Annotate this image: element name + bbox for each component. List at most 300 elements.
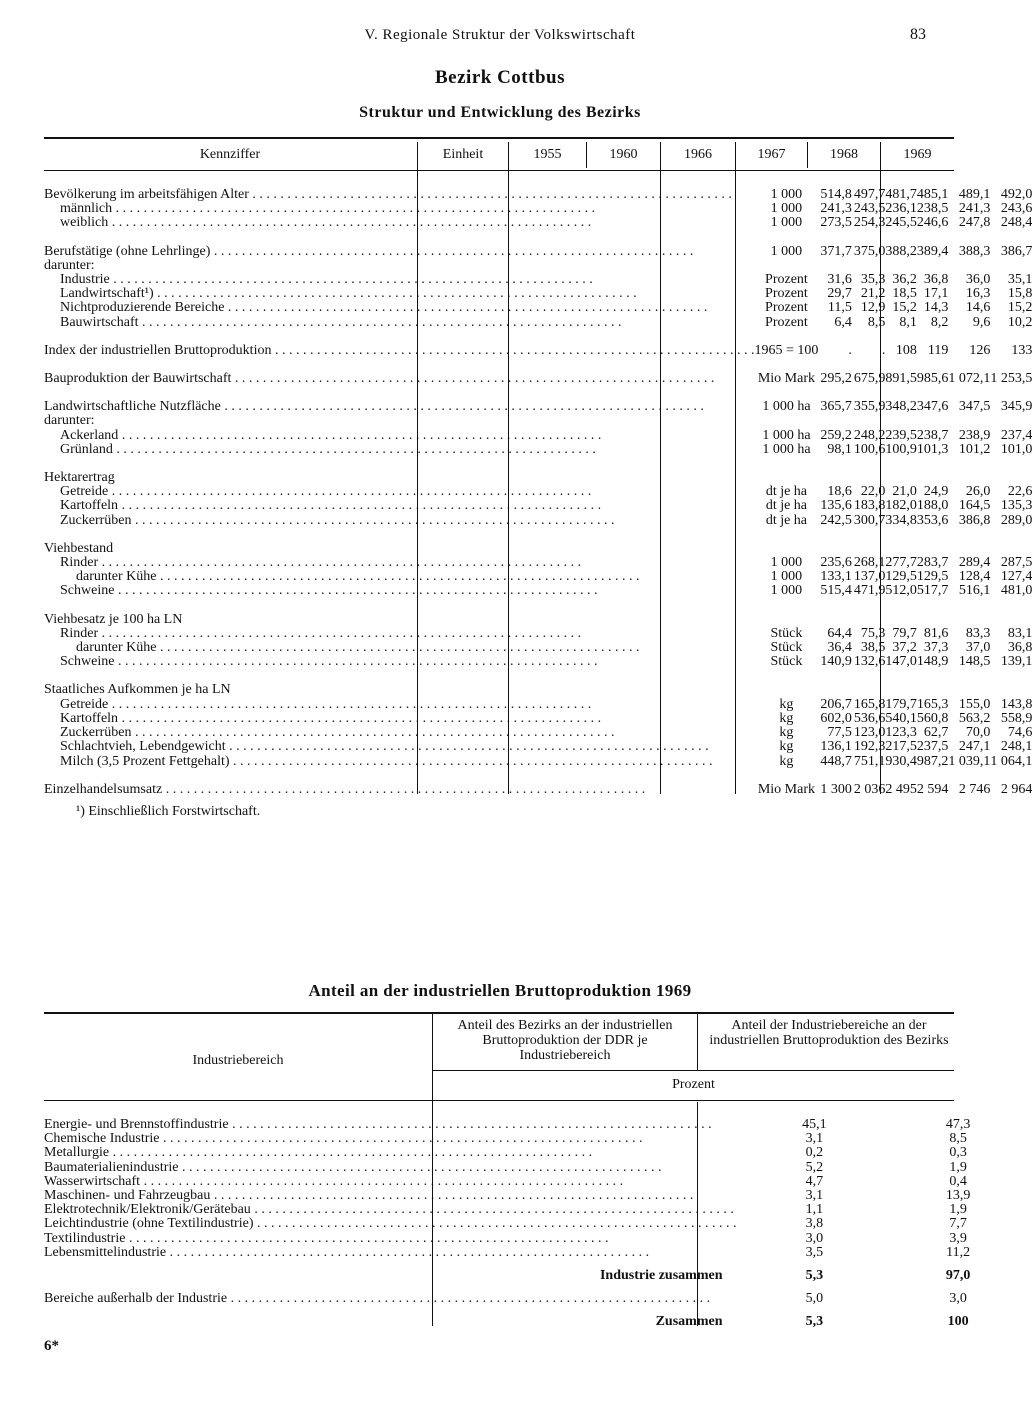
value-cell: 2 495 [885, 781, 917, 797]
value-cell [852, 613, 886, 627]
unit-cell: Mio Mark [757, 781, 815, 797]
table-row [44, 755, 1032, 769]
value-cell: 15,2 [892, 300, 917, 316]
share-of-gdr-cell: 5,0 [805, 1291, 824, 1307]
value-cell: 100,6 [853, 441, 886, 457]
row-label-text: männlich . . . [60, 202, 754, 216]
row-label-text: Textilindustrie . . . [44, 1232, 737, 1246]
col-header-1967: 1967 [757, 147, 786, 162]
value-cell [917, 259, 949, 273]
table-row [44, 400, 1032, 414]
row-spacer [44, 330, 1032, 344]
value-cell: 236,1 [885, 201, 917, 217]
row-label [44, 287, 754, 301]
value-cell: 148,9 [916, 654, 949, 670]
value-cell [818, 683, 852, 697]
row-label [44, 1118, 737, 1132]
unit-cell: dt je ha [765, 498, 808, 514]
row-label-text: Bauwirtschaft . . . [60, 316, 754, 330]
value-cell: 206,7 [820, 696, 852, 712]
value-cell [818, 471, 852, 485]
value-cell: 295,2 [820, 371, 852, 387]
row-label-text: weiblich . . . [60, 216, 754, 230]
value-cell: 241,3 [958, 201, 991, 217]
row-spacer [44, 769, 1032, 783]
value-cell: 259,2 [820, 427, 852, 443]
value-cell: 388,2 [885, 243, 917, 259]
row-spacer [44, 1306, 1024, 1315]
row-label-text: Schweine . . . [60, 655, 754, 669]
value-cell: 2 746 [958, 781, 991, 797]
value-cell [818, 542, 852, 556]
value-cell: 123,3 [885, 725, 917, 741]
row-label [44, 514, 754, 528]
table-row [44, 712, 1032, 726]
value-cell: 386,8 [958, 512, 991, 528]
value-cell: 36,4 [827, 640, 852, 656]
unit-cell: 1 000 [770, 569, 803, 585]
unit-cell: kg [779, 753, 794, 769]
row-label [44, 655, 754, 669]
row-label-text: Rinder . . . [60, 556, 754, 570]
table-row [44, 471, 1032, 485]
table-row [44, 316, 1032, 330]
value-cell [885, 471, 917, 485]
value-cell [990, 613, 1032, 627]
col-header-1966: 1966 [684, 147, 712, 162]
value-cell: 35,3 [860, 272, 886, 288]
table-row [44, 1246, 1024, 1260]
row-spacer [44, 669, 1032, 683]
share-of-gdr-cell: 3,1 [805, 1131, 824, 1147]
value-cell: 536,6 [853, 710, 886, 726]
value-cell: 237,4 [1000, 427, 1032, 443]
value-cell: 238,7 [916, 427, 949, 443]
table-row [44, 372, 1032, 386]
value-cell: 37,3 [923, 640, 949, 656]
value-cell: 12,9 [860, 300, 886, 316]
row-label-text: Ackerland . . . [60, 429, 754, 443]
table-row [44, 259, 1032, 273]
row-label [44, 485, 754, 499]
value-cell [852, 683, 886, 697]
col-header-1960: 1960 [609, 147, 638, 162]
value-cell: 287,5 [1000, 555, 1032, 571]
value-cell: 192,3 [853, 739, 886, 755]
share-of-district-cell: 97,0 [945, 1268, 971, 1284]
value-cell: 514,8 [820, 187, 852, 202]
row-label-text: Kartoffeln . . . [60, 712, 754, 726]
value-cell: 37,0 [965, 640, 991, 656]
row-label [44, 344, 754, 358]
value-cell [818, 414, 852, 428]
row-label-text: Zuckerrüben . . . [60, 726, 754, 740]
value-cell [948, 414, 990, 428]
row-label [44, 1203, 737, 1217]
value-cell: 448,7 [820, 753, 852, 769]
unit-cell: Prozent [765, 300, 808, 316]
value-cell: 148,5 [958, 654, 991, 670]
row-label [44, 627, 754, 641]
value-cell: 140,9 [820, 654, 852, 670]
table-row [44, 245, 1032, 259]
row-label-text: Einzelhandelsumsatz . . . [44, 783, 754, 797]
table-row [44, 344, 1032, 358]
value-cell: 489,1 [958, 187, 991, 202]
value-cell [885, 683, 917, 697]
unit-cell: 1965 = 100 [754, 342, 819, 358]
value-cell: 481,0 [1000, 583, 1032, 599]
value-cell: 15,8 [1007, 286, 1032, 302]
value-cell: 481,7 [885, 187, 917, 202]
row-label [44, 259, 754, 273]
value-cell: 515,4 [820, 583, 852, 599]
row-label [44, 1132, 737, 1146]
unit-cell: dt je ha [765, 484, 808, 500]
value-cell [948, 259, 990, 273]
value-cell: 75,3 [860, 625, 886, 641]
value-cell: 1 072,1 [948, 371, 991, 387]
value-cell: 36,8 [923, 272, 949, 288]
value-cell: 248,1 [1000, 739, 1032, 755]
industry-share-table [44, 1118, 1024, 1330]
row-label-text: Staatliches Aufkommen je ha LN [44, 682, 231, 698]
row-label-text: Zusammen [655, 1314, 723, 1330]
unit-cell: 1 000 [770, 201, 803, 217]
unit-cell: kg [779, 739, 794, 755]
value-cell [990, 414, 1032, 428]
value-cell [818, 259, 852, 273]
value-cell: 8,2 [930, 314, 949, 330]
value-cell [990, 683, 1032, 697]
table-row [44, 1146, 1024, 1160]
unit-cell: kg [779, 696, 794, 712]
value-cell: . [881, 342, 886, 358]
table-row [44, 216, 1032, 230]
row-label [44, 429, 754, 443]
value-cell: 37,2 [892, 640, 917, 656]
value-cell: 21,2 [860, 286, 886, 302]
unit-cell: 1 000 [770, 555, 803, 571]
value-cell: 217,5 [885, 739, 917, 755]
table-row [44, 514, 1032, 528]
value-cell: 22,0 [860, 484, 886, 500]
table-row [44, 273, 1032, 287]
value-cell [990, 471, 1032, 485]
value-cell: 165,3 [916, 696, 949, 712]
table-row [44, 1175, 1024, 1189]
unit-cell [754, 471, 818, 485]
row-label [44, 726, 754, 740]
table2-title: Anteil an der industriellen Bruttoproduktion 1969 [308, 981, 692, 1000]
value-cell: 540,1 [885, 710, 917, 726]
row-label [44, 414, 754, 428]
value-cell: 485,1 [916, 187, 949, 202]
value-cell: 77,5 [827, 725, 852, 741]
value-cell: 347,5 [958, 399, 991, 415]
unit-cell: 1 000 [770, 583, 803, 599]
value-cell: 242,5 [820, 512, 852, 528]
value-cell: 14,6 [965, 300, 991, 316]
table-row [44, 740, 1032, 754]
value-cell: 371,7 [820, 243, 852, 259]
value-cell: 347,6 [916, 399, 949, 415]
share-of-gdr-cell: 5,2 [805, 1159, 824, 1175]
value-cell: 83,3 [965, 625, 991, 641]
value-cell [917, 471, 949, 485]
col-header-einheit: Einheit [442, 147, 484, 162]
unit-cell: Mio Mark [757, 371, 815, 387]
value-cell: 108 [895, 342, 917, 358]
row-label [44, 443, 754, 457]
table-row [44, 698, 1032, 712]
share-of-gdr-cell: 4,7 [805, 1173, 824, 1189]
row-label-text: Energie- und Brennstoffindustrie . . . [44, 1118, 737, 1132]
unit-cell: kg [779, 710, 794, 726]
share-of-district-cell: 47,3 [945, 1117, 971, 1132]
value-cell: 1 064,1 [990, 753, 1032, 769]
value-cell: 18,5 [892, 286, 917, 302]
value-cell: 38,5 [860, 640, 886, 656]
row-label-text: Berufstätige (ohne Lehrlinge) . . . [44, 245, 754, 259]
table-row [44, 613, 1032, 627]
value-cell: 248,2 [853, 427, 886, 443]
table-row [44, 627, 1032, 641]
structure-table [44, 188, 1032, 797]
row-label [44, 1175, 737, 1189]
unit-cell: dt je ha [765, 512, 808, 528]
row-label-text: Bauproduktion der Bauwirtschaft . . . [44, 372, 754, 386]
row-label-text: darunter Kühe . . . [76, 641, 754, 655]
row-label [44, 542, 754, 556]
value-cell: 246,6 [916, 215, 949, 231]
value-cell: 98,1 [827, 441, 852, 457]
value-cell: 165,8 [853, 696, 886, 712]
row-label [44, 584, 754, 598]
value-cell: 273,5 [820, 215, 852, 231]
value-cell: 15,2 [1007, 300, 1032, 316]
col-header-1969: 1969 [903, 147, 932, 162]
table2-header-rule [44, 1100, 954, 1101]
table-row [44, 556, 1032, 570]
value-cell [948, 683, 990, 697]
value-cell: 512,0 [885, 583, 917, 599]
share-of-district-cell: 1,9 [949, 1202, 967, 1218]
value-cell: 241,3 [820, 201, 852, 217]
value-cell: 139,1 [1000, 654, 1032, 670]
value-cell: 31,6 [827, 272, 852, 288]
value-cell: 62,7 [923, 725, 949, 741]
value-cell: 558,9 [1000, 710, 1032, 726]
value-cell: 245,5 [885, 215, 917, 231]
value-cell: 388,3 [958, 243, 991, 259]
value-cell: 2 594 [916, 781, 949, 797]
value-cell [818, 613, 852, 627]
row-label [44, 400, 754, 414]
share-of-district-cell: 13,9 [945, 1188, 971, 1204]
value-cell: 129,5 [885, 569, 917, 585]
row-spacer [44, 231, 1032, 245]
value-cell: 17,1 [923, 286, 949, 302]
row-label [44, 755, 754, 769]
row-label-text: Metallurgie . . . [44, 1146, 737, 1160]
value-cell [948, 542, 990, 556]
value-cell: 136,1 [820, 739, 852, 755]
table2-col-divider [697, 1014, 698, 1070]
value-cell: 248,4 [1000, 215, 1032, 231]
table-row [44, 726, 1032, 740]
value-cell: 10,2 [1007, 314, 1032, 330]
value-cell: 83,1 [1007, 625, 1032, 641]
value-cell [948, 613, 990, 627]
value-cell: 183,8 [853, 498, 886, 514]
unit-cell: kg [779, 725, 794, 741]
value-cell: 8,1 [899, 314, 917, 330]
value-cell: 365,7 [820, 399, 852, 415]
row-label-text: Viehbesatz je 100 ha LN [44, 611, 183, 627]
value-cell: 289,4 [958, 555, 991, 571]
row-label [44, 1189, 737, 1203]
row-label [44, 1161, 737, 1175]
value-cell: 133 [1011, 342, 1032, 358]
value-cell [852, 471, 886, 485]
running-title: V. Regionale Struktur der Volkswirtschaft [364, 27, 636, 43]
row-label-text: Getreide . . . [60, 485, 754, 499]
value-cell: 135,3 [1000, 498, 1032, 514]
value-cell: 29,7 [827, 286, 852, 302]
unit-cell: 1 000 ha [762, 427, 811, 443]
value-cell: 188,0 [916, 498, 949, 514]
value-cell: 179,7 [885, 696, 917, 712]
value-cell: 563,2 [958, 710, 991, 726]
value-cell: 277,7 [885, 555, 917, 571]
value-cell: 235,6 [820, 555, 852, 571]
row-label [44, 316, 754, 330]
value-cell: 2 964 [1000, 781, 1032, 797]
value-cell [948, 471, 990, 485]
value-cell: 300,7 [853, 512, 886, 528]
row-label [44, 1292, 737, 1306]
value-cell [917, 414, 949, 428]
value-cell: 70,0 [965, 725, 991, 741]
table-row [44, 1161, 1024, 1175]
row-label-text: darunter: [44, 413, 95, 429]
unit-cell: Stück [770, 640, 803, 656]
row-label-text: Industrie . . . [60, 273, 754, 287]
value-cell: 100,9 [885, 441, 917, 457]
value-cell: 74,6 [1007, 725, 1032, 741]
table-row [44, 542, 1032, 556]
share-of-district-cell: 0,3 [949, 1145, 967, 1161]
table2-unit-rule [433, 1070, 954, 1071]
share-of-district-cell: 0,4 [949, 1173, 967, 1189]
row-label [44, 372, 754, 386]
row-label [44, 301, 754, 315]
value-cell: 516,1 [958, 583, 991, 599]
table-row [44, 1132, 1024, 1146]
share-of-gdr-cell: 0,2 [805, 1145, 824, 1161]
value-cell: 147,0 [885, 654, 917, 670]
row-label [44, 1217, 737, 1231]
row-label-text: Landwirtschaftliche Nutzfläche . . . [44, 400, 754, 414]
value-cell: 135,6 [820, 498, 852, 514]
value-cell: 247,1 [958, 739, 991, 755]
value-cell: 36,0 [965, 272, 991, 288]
unit-cell: 1 000 ha [762, 441, 811, 457]
value-cell: 1 300 [820, 781, 852, 797]
value-cell: 79,7 [892, 625, 917, 641]
value-cell: 14,3 [923, 300, 949, 316]
value-cell: 283,7 [916, 555, 949, 571]
table-row [44, 1118, 1024, 1132]
table-row [44, 1217, 1024, 1231]
value-cell: 289,0 [1000, 512, 1032, 528]
value-cell [885, 613, 917, 627]
value-cell [917, 613, 949, 627]
row-label [44, 698, 754, 712]
row-label [44, 245, 754, 259]
row-label [44, 1246, 737, 1260]
value-cell: 126 [969, 342, 991, 358]
row-label-text: Milch (3,5 Prozent Fettgehalt) . . . [60, 755, 754, 769]
row-label [44, 1146, 737, 1160]
row-label-text: Leichtindustrie (ohne Textilindustrie) . . . [44, 1217, 737, 1231]
row-label-text: Schweine . . . [60, 584, 754, 598]
row-label-text: Kartoffeln . . . [60, 499, 754, 513]
unit-cell [754, 414, 818, 428]
row-label-text: Elektrotechnik/Elektronik/Gerätebau . . . [44, 1203, 737, 1217]
row-spacer [44, 528, 1032, 542]
table-row [44, 188, 1032, 202]
row-label [44, 202, 754, 216]
table-row [44, 1232, 1024, 1246]
value-cell: 492,0 [1000, 187, 1032, 202]
value-cell: 26,0 [965, 484, 991, 500]
page-number: 83 [910, 26, 926, 43]
value-cell: 36,8 [1007, 640, 1032, 656]
value-cell: 237,5 [916, 739, 949, 755]
table2-top-rule [44, 1012, 954, 1014]
value-cell: 386,7 [1000, 243, 1032, 259]
row-label [44, 783, 754, 797]
value-cell: 24,9 [923, 484, 949, 500]
value-cell: 81,6 [923, 625, 949, 641]
unit-cell: 1 000 ha [762, 399, 811, 415]
row-label-text: Nichtproduzierende Bereiche . . . [60, 301, 754, 315]
value-cell: 132,6 [853, 654, 886, 670]
value-cell: 123,0 [853, 725, 886, 741]
value-cell: 155,0 [958, 696, 991, 712]
row-label-text: Index der industriellen Bruttoproduktion . . . [44, 344, 754, 358]
table-row [44, 202, 1032, 216]
row-label [44, 556, 754, 570]
table-row [44, 429, 1032, 443]
share-of-gdr-cell: 5,3 [805, 1314, 824, 1330]
table-row [44, 570, 1032, 584]
share-of-district-cell: 100 [947, 1314, 969, 1330]
row-label [44, 273, 754, 287]
value-cell [885, 542, 917, 556]
value-cell: 389,4 [916, 243, 949, 259]
row-label-text: Hektarertrag [44, 470, 115, 486]
table-row [44, 655, 1032, 669]
value-cell: 127,4 [1000, 569, 1032, 585]
value-cell: 751,1 [853, 753, 886, 769]
value-cell: 891,5 [885, 371, 917, 387]
unit-cell [754, 683, 818, 697]
table-row [44, 301, 1032, 315]
table-row [44, 584, 1032, 598]
